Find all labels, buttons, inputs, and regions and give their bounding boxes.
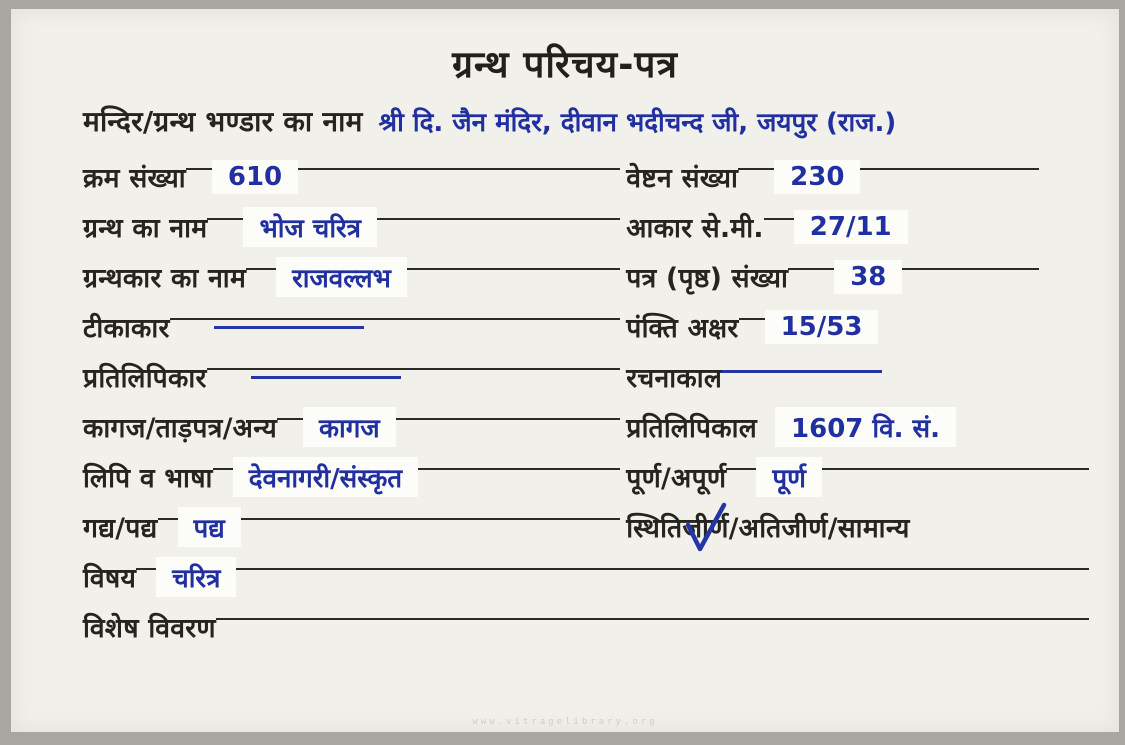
fill-line (788, 268, 834, 270)
watermark: www.vitragelibrary.org (472, 717, 658, 727)
field-label: विषय (83, 563, 137, 594)
repository-value: श्री दि. जैन मंदिर, दीवान भदीचन्द जी, जयपुर (राज.) (378, 108, 897, 138)
field-special-details (83, 609, 1089, 645)
field-label: वेष्टन संख्या (626, 163, 739, 194)
field-label: क्रम संख्या (83, 163, 186, 194)
field-value: भोज चरित्र (243, 207, 377, 247)
fill-line (902, 268, 1039, 270)
field-label: पत्र (पृष्ठ) संख्या (626, 263, 789, 294)
field-value: 230 (774, 160, 860, 194)
field-composition-date (626, 359, 1089, 395)
field-value: पूर्ण (756, 457, 822, 497)
fill-line (860, 168, 1039, 170)
field-prose-verse (83, 507, 626, 547)
field-condition (626, 509, 1089, 545)
form-row (83, 602, 1089, 652)
form-row (83, 352, 1089, 402)
catalog-card (11, 9, 1119, 732)
condition-other-options: /अतिजीर्ण/सामान्य (728, 513, 910, 544)
field-value: कागज (303, 407, 396, 447)
pen-mark (722, 370, 882, 373)
fill-line (246, 268, 276, 270)
field-label: लिपि व भाषा (83, 463, 213, 494)
field-lines-letters (626, 309, 1089, 345)
field-label: स्थिति (626, 513, 683, 544)
fill-line (822, 468, 1089, 470)
fill-line (377, 218, 620, 220)
field-label: गद्य/पद्य (83, 513, 158, 544)
fill-line (170, 318, 621, 320)
fill-line (207, 368, 621, 370)
field-label: ग्रन्थ का नाम (83, 213, 208, 244)
repository-label: मन्दिर/ग्रन्थ भण्डार का नाम (83, 105, 363, 138)
field-author-name (83, 257, 626, 297)
field-label: विशेष विवरण (83, 613, 216, 644)
field-completeness (626, 457, 1089, 497)
fill-line (739, 318, 765, 320)
field-value: 1607 वि. सं. (775, 407, 956, 447)
fill-line (277, 418, 303, 420)
fill-line (418, 468, 620, 470)
fill-line (396, 418, 621, 420)
pen-mark (214, 326, 364, 329)
field-value: चरित्र (156, 557, 236, 597)
page-title: ग्रन्थ परिचय-पत्र (452, 43, 678, 86)
field-copyist (83, 359, 626, 395)
form-row (83, 402, 1089, 452)
field-material (83, 407, 626, 447)
fill-line (241, 518, 621, 520)
field-copy-date (626, 407, 1089, 447)
field-label: पंक्ति अक्षर (626, 313, 739, 344)
form-row (83, 302, 1089, 352)
field-book-name (83, 207, 626, 247)
pen-mark (251, 376, 401, 379)
form-row (83, 552, 1089, 602)
fill-line (236, 568, 1089, 570)
condition-option-label: जीर्ण (682, 513, 729, 544)
field-label: रचनाकाल (626, 363, 723, 394)
form-row (83, 502, 1089, 552)
check-mark-icon (684, 503, 728, 555)
field-script-language (83, 457, 626, 497)
field-page-count (626, 259, 1089, 295)
field-value: देवनागरी/संस्कृत (233, 457, 418, 497)
field-label: ग्रन्थकार का नाम (83, 263, 247, 294)
fill-line (207, 218, 243, 220)
condition-checked-option (682, 509, 728, 545)
field-label: पूर्ण/अपूर्ण (626, 463, 727, 494)
fill-line (726, 468, 756, 470)
form-row (83, 152, 1089, 202)
form-row (83, 252, 1089, 302)
fill-line (298, 168, 620, 170)
fill-line (213, 468, 233, 470)
form-row (83, 452, 1089, 502)
field-value: राजवल्लभ (276, 257, 407, 297)
field-value: 15/53 (765, 310, 879, 344)
fill-line (136, 568, 156, 570)
field-value: पद्य (178, 507, 241, 547)
field-value: 27/11 (794, 210, 908, 244)
field-label: प्रतिलिपिकार (83, 363, 207, 394)
fill-line (186, 168, 212, 170)
field-commentator (83, 309, 626, 345)
field-label: कागज/ताड़पत्र/अन्य (83, 413, 278, 444)
fill-line (407, 268, 620, 270)
field-label: टीकाकार (83, 313, 170, 344)
fill-line (764, 218, 794, 220)
fill-line (158, 518, 178, 520)
fill-line (216, 618, 1089, 620)
field-serial-number (83, 159, 626, 195)
field-value: 38 (834, 260, 902, 294)
field-label: प्रतिलिपिकाल (626, 413, 758, 444)
field-repository (83, 98, 1089, 144)
field-label: आकार से.मी. (626, 213, 764, 244)
fill-line (738, 168, 774, 170)
field-subject (83, 557, 1089, 597)
field-value: 610 (212, 160, 298, 194)
field-size-cm (626, 209, 1089, 245)
field-bundle-number (626, 159, 1089, 195)
form-row (83, 202, 1089, 252)
